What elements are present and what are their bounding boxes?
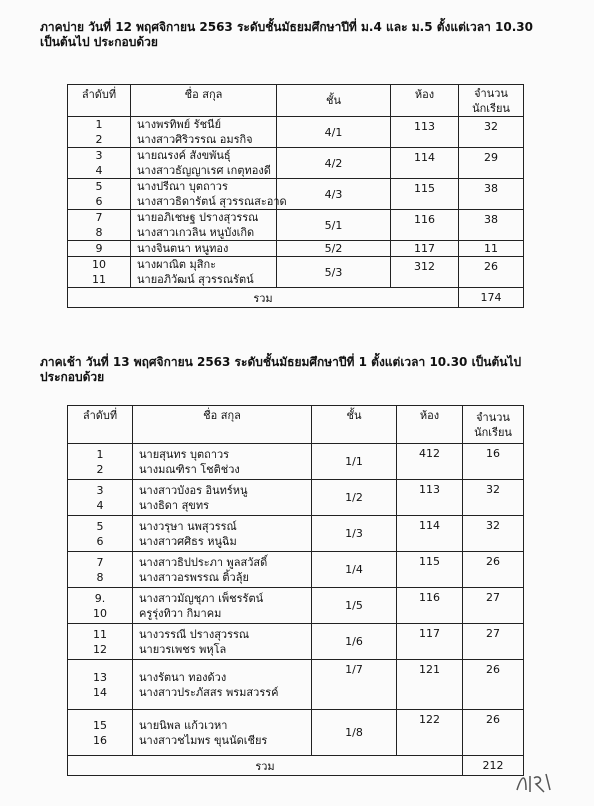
table-row: [68, 516, 524, 552]
handwritten-mark: [514, 768, 554, 801]
row-names: นางจินตนา หนูทอง: [131, 241, 277, 257]
row-class: 5/3: [277, 257, 391, 288]
table-row: [68, 117, 524, 148]
row-class: 1/2: [312, 480, 397, 516]
header-class: ชั้น: [312, 406, 397, 444]
row-numbers: 15 16: [68, 710, 133, 756]
row-numbers: 1 2: [68, 117, 131, 148]
row-numbers: 5 6: [68, 179, 131, 210]
section1-table: [67, 84, 524, 308]
row-class: 1/8: [312, 710, 397, 756]
row-class: 4/2: [277, 148, 391, 179]
total-label: รวม: [68, 756, 463, 776]
row-numbers: 3 4: [68, 480, 133, 516]
section1-header-row: [68, 85, 524, 117]
section2-table: [67, 405, 524, 776]
row-class: 1/4: [312, 552, 397, 588]
row-names: นายอภิเชษฐ ปรางสุวรรณ นางสาวเกวลิน หนูบังเกิด: [131, 210, 277, 241]
table-row: [68, 710, 524, 756]
total-value: 212: [463, 756, 524, 776]
total-row: [68, 288, 524, 308]
header-no: ลำดับที่: [68, 85, 131, 117]
row-names: นางผาณิต มุสิกะ นายอภิวัฒน์ สุวรรณรัตน์: [131, 257, 277, 288]
section1-heading-line2: เป็นต้นไป ประกอบด้วย: [40, 35, 158, 49]
row-names: นางพรทิพย์ รัชนีย์ นางสาวศิริวรรณ อมรกิจ: [131, 117, 277, 148]
table-row: [68, 148, 524, 179]
row-count: 38: [459, 210, 524, 241]
total-value: 174: [459, 288, 524, 308]
row-count: 32: [463, 516, 524, 552]
header-room: ห้อง: [397, 406, 463, 444]
row-count: 26: [463, 710, 524, 756]
header-no: ลำดับที่: [68, 406, 133, 444]
row-count: 26: [459, 257, 524, 288]
section2-heading: [40, 355, 521, 385]
header-count-line1: จำนวน: [474, 86, 508, 100]
row-names: นางสาวบังอร อินทร์หนู นางธิดา สุขทร: [133, 480, 312, 516]
table-row: [68, 660, 524, 710]
section2-header-row: [68, 406, 524, 444]
row-numbers: 9: [68, 241, 131, 257]
row-names: นายนิพล แก้วเวหา นางสาวชไมพร ขุนนัดเชียร: [133, 710, 312, 756]
row-class: 1/1: [312, 444, 397, 480]
row-numbers: 7 8: [68, 552, 133, 588]
table-row: [68, 241, 524, 257]
table-row: [68, 210, 524, 241]
row-room: 115: [397, 552, 463, 588]
table-row: [68, 257, 524, 288]
total-row: [68, 756, 524, 776]
header-name: ชื่อ สกุล: [131, 85, 277, 117]
row-class: 1/5: [312, 588, 397, 624]
header-count-line2: นักเรียน: [474, 425, 512, 439]
row-numbers: 3 4: [68, 148, 131, 179]
row-count: 38: [459, 179, 524, 210]
table-row: [68, 588, 524, 624]
header-count: [463, 406, 524, 444]
section2-heading-line1: ภาคเช้า วันที่ 13 พฤศจิกายน 2563 ระดับชั้นมัธยมศึกษาปีที่ 1 ตั้งแต่เวลา 10.30 เป็นต้นไป: [40, 355, 522, 369]
row-count: 26: [463, 552, 524, 588]
row-count: 27: [463, 588, 524, 624]
row-count: 32: [459, 117, 524, 148]
row-room: 113: [391, 117, 459, 148]
row-class: 4/1: [277, 117, 391, 148]
row-class: 5/1: [277, 210, 391, 241]
header-name: ชื่อ สกุล: [133, 406, 312, 444]
row-room: 117: [391, 241, 459, 257]
header-count-line1: จำนวน: [476, 410, 510, 424]
row-names: นางสาวมัญชุภา เพ็ชรรัตน์ ครูรุ่งทิวา กิมาคม: [133, 588, 312, 624]
row-names: นางปรีณา บุตถาวร นางสาวธิดารัตน์ สุวรรณสะอาด: [131, 179, 277, 210]
row-room: 116: [391, 210, 459, 241]
table-row: [68, 480, 524, 516]
table-row: [68, 444, 524, 480]
row-room: 312: [391, 257, 459, 288]
row-names: นางวรุษา นพสุวรรณ์ นางสาวศศิธร หนูฉิม: [133, 516, 312, 552]
header-count-line2: นักเรียน: [472, 101, 510, 115]
row-numbers: 11 12: [68, 624, 133, 660]
row-room: 113: [397, 480, 463, 516]
scribble-icon: [514, 768, 554, 796]
row-class: 1/3: [312, 516, 397, 552]
row-numbers: 10 11: [68, 257, 131, 288]
table-row: [68, 179, 524, 210]
row-count: 27: [463, 624, 524, 660]
header-count: [459, 85, 524, 117]
section1-heading: [40, 20, 533, 50]
row-numbers: 7 8: [68, 210, 131, 241]
row-class: 1/7: [312, 660, 397, 710]
row-numbers: 13 14: [68, 660, 133, 710]
row-room: 117: [397, 624, 463, 660]
row-count: 11: [459, 241, 524, 257]
row-count: 16: [463, 444, 524, 480]
row-names: นายสุนทร บุตถาวร นางมณฑิรา โชติช่วง: [133, 444, 312, 480]
row-count: 32: [463, 480, 524, 516]
row-room: 116: [397, 588, 463, 624]
table-row: [68, 552, 524, 588]
row-room: 121: [397, 660, 463, 710]
table-row: [68, 624, 524, 660]
row-room: 114: [391, 148, 459, 179]
total-label: รวม: [68, 288, 459, 308]
row-class: 5/2: [277, 241, 391, 257]
section1-heading-line1: ภาคบ่าย วันที่ 12 พฤศจิกายน 2563 ระดับชั้นมัธยมศึกษาปีที่ ม.4 และ ม.5 ตั้งแต่เวลา 10.30: [40, 20, 533, 34]
header-class: ชั้น: [277, 85, 391, 117]
row-room: 412: [397, 444, 463, 480]
row-numbers: 9. 10: [68, 588, 133, 624]
row-room: 114: [397, 516, 463, 552]
row-count: 26: [463, 660, 524, 710]
row-numbers: 1 2: [68, 444, 133, 480]
row-numbers: 5 6: [68, 516, 133, 552]
row-room: 122: [397, 710, 463, 756]
row-names: นายณรงค์ สังขพันธุ์ นางสาวธัญญาเรศ เกตุทองดี: [131, 148, 277, 179]
row-class: 4/3: [277, 179, 391, 210]
row-class: 1/6: [312, 624, 397, 660]
section2-heading-line2: ประกอบด้วย: [40, 370, 105, 384]
row-names: นางรัตนา ทองด้วง นางสาวประภัสสร พรมสวรรค์: [133, 660, 312, 710]
header-room: ห้อง: [391, 85, 459, 117]
row-names: นางวรรณี ปรางสุวรรณ นายวรเพชร พหุโล: [133, 624, 312, 660]
row-names: นางสาวธิปประภา พูลสวัสดิ์ นางสาวอรพรรณ ติ้วลุ้ย: [133, 552, 312, 588]
row-count: 29: [459, 148, 524, 179]
row-room: 115: [391, 179, 459, 210]
